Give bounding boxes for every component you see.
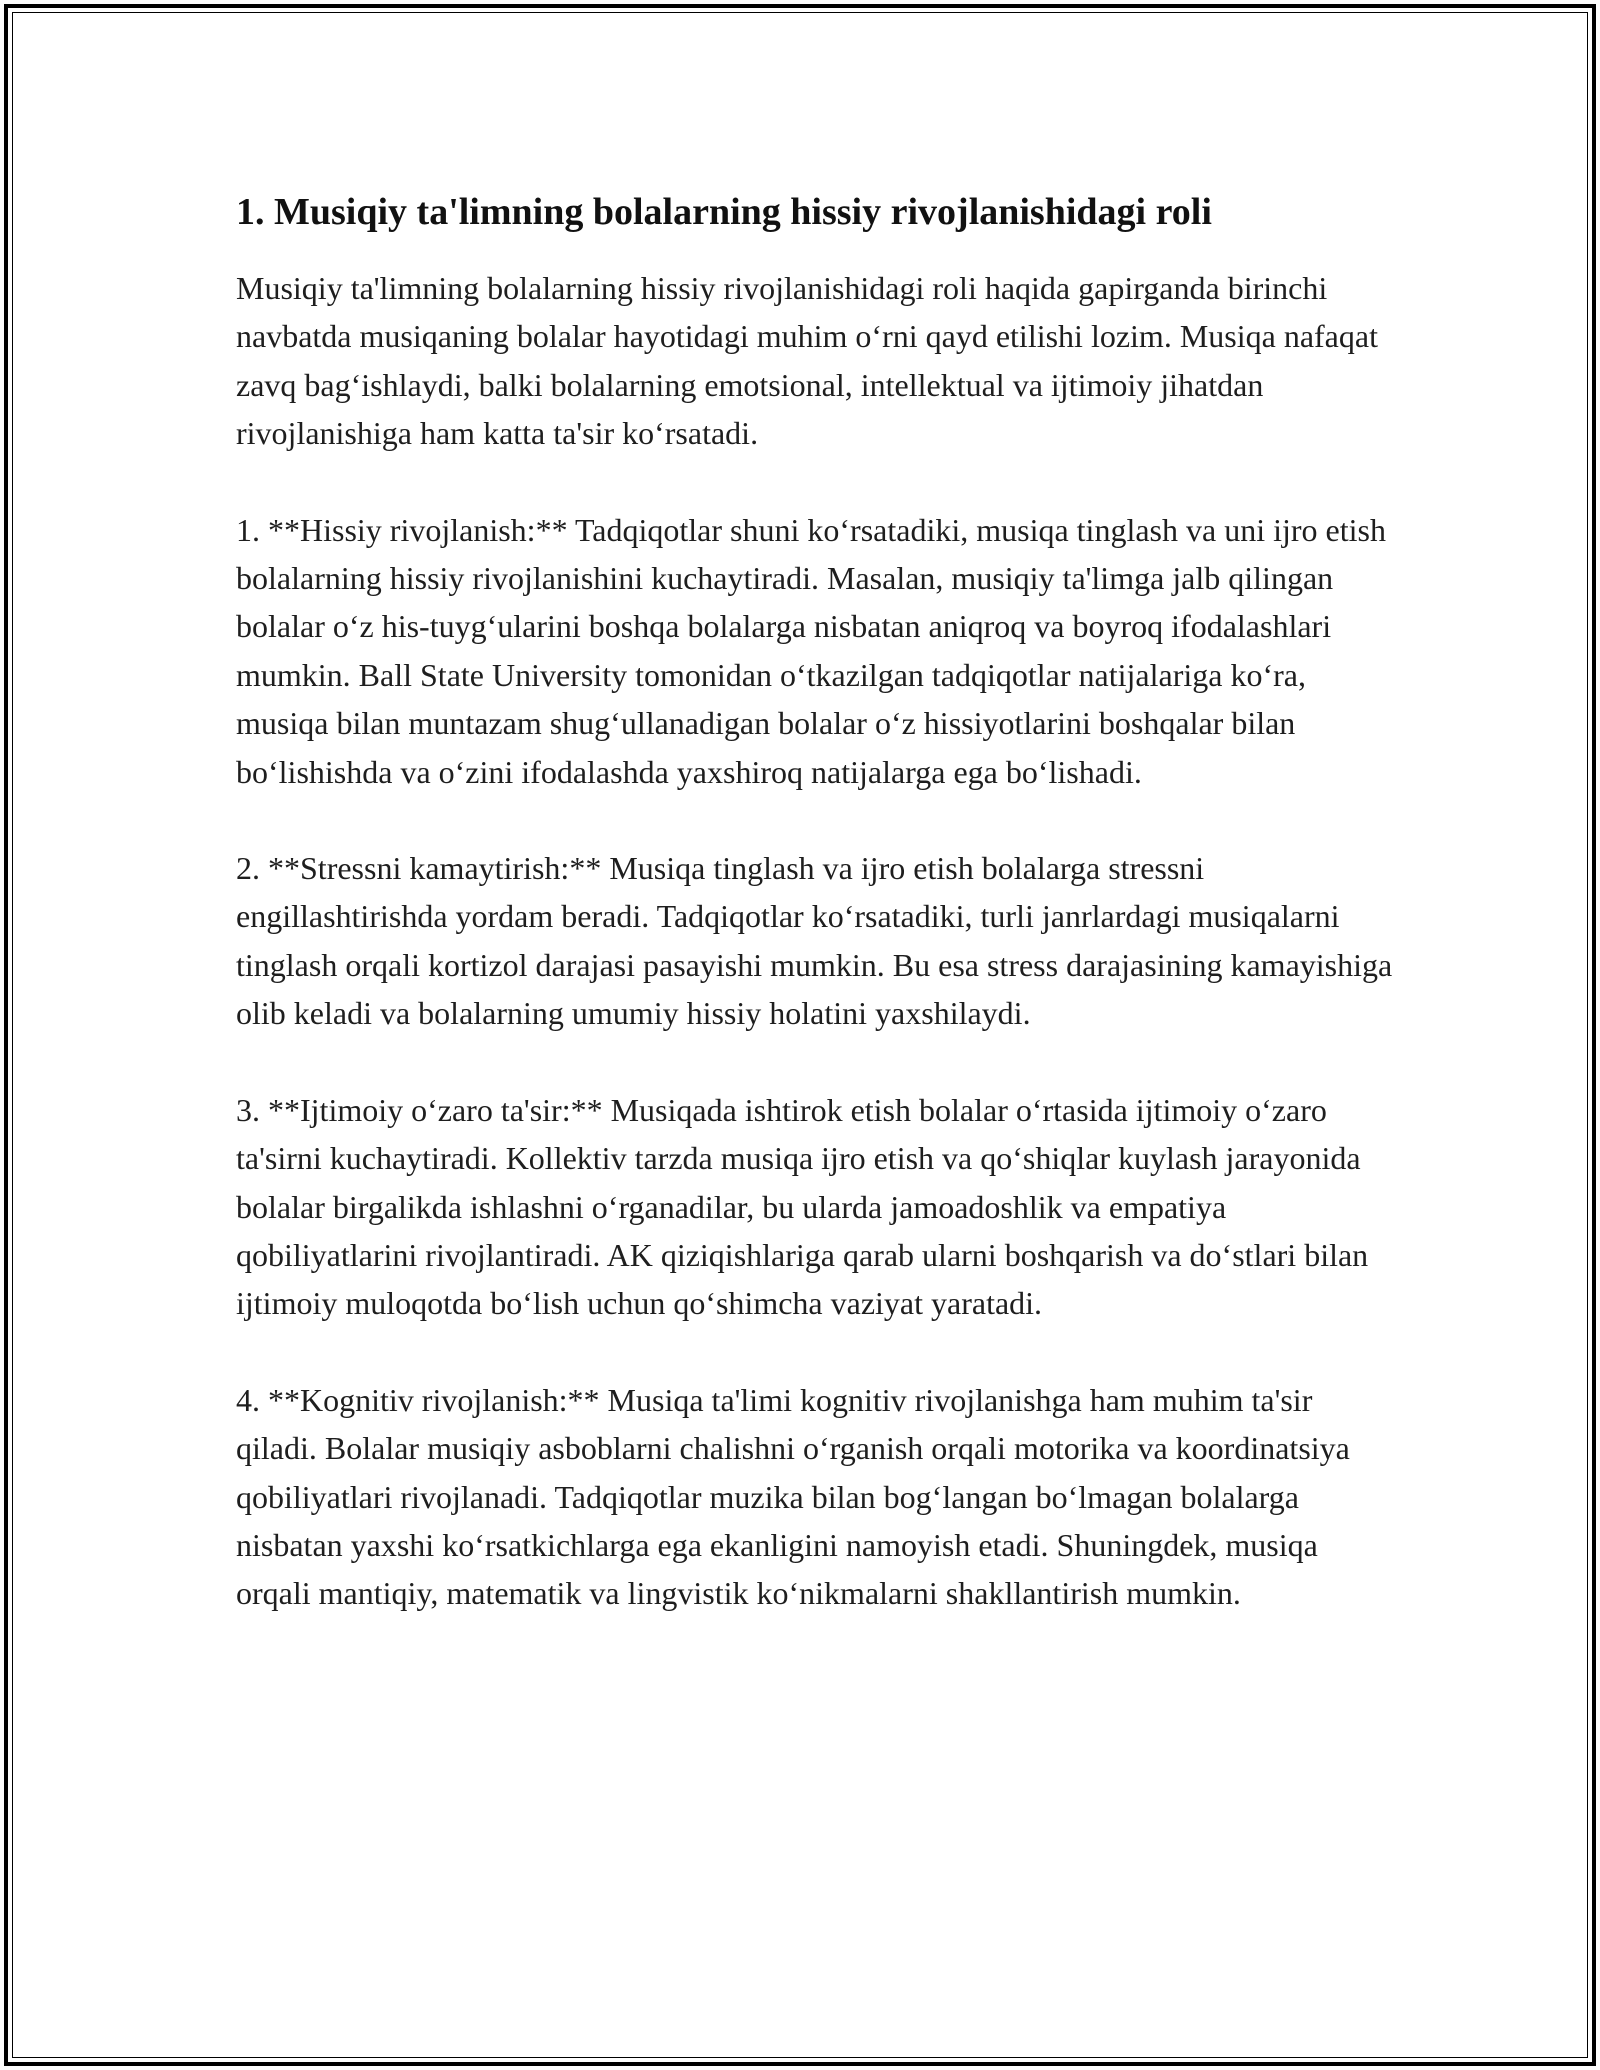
intro-paragraph: Musiqiy ta'limning bolalarning hissiy rivojlanishidagi roli haqida gapirganda birinchi navbatda musiqaning bolalar hayotidagi muhim oʻrni qayd etilishi lozim. Musiqa nafaqat zavq bagʻishlaydi, balki bolalarning emotsional, intellektual va ijtimoiy jihatdan rivojlanishiga ham katta ta'sir koʻrsatadi. bbox=[236, 270, 1378, 452]
document-body bbox=[236, 188, 1396, 1666]
paragraph-kognitiv-rivojlanish: 4. **Kognitiv rivojlanish:** Musiqa ta'limi kognitiv rivojlanishga ham muhim ta'sir qiladi. Bolalar musiqiy asboblarni chalishni oʻrganish orqali motorika va koordinatsiya qobiliyatlari rivojlanadi. Tadqiqotlar muzika bilan bogʻlangan boʻlmagan bolalarga nisbatan yaxshi koʻrsatkichlarga ega ekanligini namoyish etadi. Shuningdek, musiqa orqali mantiqiy, matematik va lingvistik koʻnikmalarni shakllantirish mumkin. bbox=[236, 1381, 1350, 1612]
paragraph-ijtimoiy-ozaro-tasir: 3. **Ijtimoiy oʻzaro ta'sir:** Musiqada ishtirok etish bolalar oʻrtasida ijtimoiy oʻzaro ta'sirni kuchaytiradi. Kollektiv tarzda musiqa ijro etish va qoʻshiqlar kuylash jarayonida bolalar birgalikda ishlashni oʻrganadilar, bu ularda jamoadoshlik va empatiya qobiliyatlarini rivojlantiradi. AK qiziqishlariga qarab ularni boshqarish va doʻstlari bilan ijtimoiy muloqotda boʻlish uchun qoʻshimcha vaziyat yaratadi. bbox=[236, 1091, 1369, 1322]
paragraph-hissiy-rivojlanish: 1. **Hissiy rivojlanish:** Tadqiqotlar shuni koʻrsatadiki, musiqa tinglash va uni ijro etish bolalarning hissiy rivojlanishini kuchaytiradi. Masalan, musiqiy ta'limga jalb qilingan bolalar oʻz his-tuygʻularini boshqa bolalarga nisbatan aniqroq va boyroq ifodalashlari mumkin. Ball State University tomonidan oʻtkazilgan tadqiqotlar natijalariga koʻra, musiqa bilan muntazam shugʻullanadigan bolalar oʻz hissiyotlarini boshqalar bilan boʻlishishda va oʻzini ifodalashda yaxshiroq natijalarga ega boʻlishadi. bbox=[236, 511, 1386, 790]
document-title: 1. Musiqiy ta'limning bolalarning hissiy rivojlanishidagi roli bbox=[236, 191, 1212, 233]
paragraph-stressni-kamaytirish: 2. **Stressni kamaytirish:** Musiqa tinglash va ijro etish bolalarga stressni engillashtirishda yordam beradi. Tadqiqotlar koʻrsatadiki, turli janrlardagi musiqalarni tinglash orqali kortizol darajasi pasayishi mumkin. Bu esa stress darajasining kamayishiga olib keladi va bolalarning umumiy hissiy holatini yaxshilaydi. bbox=[236, 850, 1393, 1032]
